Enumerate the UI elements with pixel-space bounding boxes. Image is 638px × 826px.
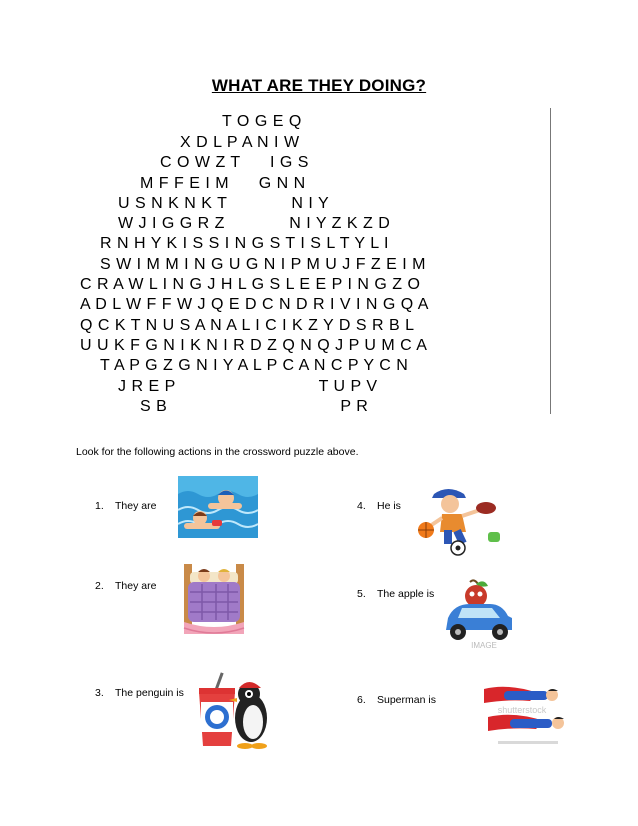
- grid-row: M F F E I M G N N: [140, 175, 306, 192]
- question-text: He is: [377, 500, 401, 512]
- playing-sports-picture: [412, 486, 504, 556]
- question-3: [95, 687, 184, 699]
- question-5: [357, 588, 434, 600]
- grid-row: X D L P A N I W: [180, 134, 300, 151]
- question-text: The penguin is: [115, 687, 184, 699]
- penguin-drinking-picture: [193, 670, 273, 752]
- question-number: 4.: [357, 500, 366, 512]
- instruction-text: Look for the following actions in the crossword puzzle above.: [76, 446, 359, 458]
- grid-row: C R A W L I N G J H L G S L E E P I N G Z O: [80, 276, 421, 293]
- question-number: 2.: [95, 580, 104, 592]
- sleeping-picture: [180, 558, 248, 642]
- grid-row: J R E P T U P V: [118, 378, 378, 395]
- question-number: 5.: [357, 588, 366, 600]
- grid-row: U S N K N K T N I Y: [118, 195, 330, 212]
- question-number: 1.: [95, 500, 104, 512]
- question-text: Superman is: [377, 694, 436, 706]
- question-1: [95, 500, 156, 512]
- grid-row: T O G E Q: [222, 113, 302, 130]
- swimming-picture: [178, 476, 258, 538]
- grid-row: R N H Y K I S S I N G S T I S L T Y L I: [100, 235, 389, 252]
- question-text: They are: [115, 580, 157, 592]
- margin-line: [550, 108, 551, 414]
- question-6: [357, 694, 436, 706]
- question-2: [95, 580, 156, 592]
- grid-row: S B P R: [140, 398, 369, 415]
- apple-driving-picture: [440, 578, 518, 652]
- page-title: WHAT ARE THEY DOING?: [211, 76, 427, 95]
- question-text: The apple is: [377, 588, 435, 600]
- question-number: 6.: [357, 694, 366, 706]
- question-4: [357, 500, 401, 512]
- watermark-text: IMAGE: [471, 641, 497, 650]
- grid-row: S W I M M I N G U G N I P M U J F Z E I M: [100, 256, 426, 273]
- superman-flying-picture: [478, 683, 576, 749]
- question-number: 3.: [95, 687, 104, 699]
- question-text: They are: [115, 500, 157, 512]
- grid-row: W J I G G R Z N I Y Z K Z D: [118, 215, 391, 232]
- grid-row: C O W Z T I G S: [160, 154, 309, 171]
- grid-row: Q C K T N U S A N A L I C I K Z Y D S R B L: [80, 317, 415, 334]
- grid-row: T A P G Z G N I Y A L P C A N C P Y C N: [100, 357, 409, 374]
- watermark-text: shutterstock: [497, 705, 547, 715]
- grid-row: U U K F G N I K N I R D Z Q N Q J P U M C A: [80, 337, 428, 354]
- grid-row: A D L W F F W J Q E D C N D R I V I N G Q A: [80, 296, 429, 313]
